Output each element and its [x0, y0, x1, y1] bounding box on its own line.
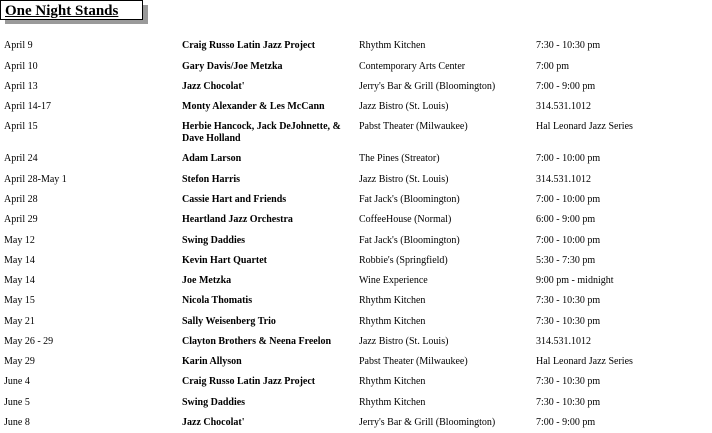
event-date: May 12 — [4, 235, 35, 246]
event-date: April 28-May 1 — [4, 174, 67, 185]
event-venue: CoffeeHouse (Normal) — [359, 214, 452, 225]
event-time: 7:30 - 10:30 pm — [536, 40, 601, 51]
event-venue: Rhythm Kitchen — [359, 295, 426, 306]
event-date: May 15 — [4, 295, 35, 306]
event-date: April 10 — [4, 61, 38, 72]
event-artist: Karin Allyson — [182, 356, 242, 367]
event-artist: Gary Davis/Joe Metzka — [182, 61, 283, 72]
event-artist: Sally Weisenberg Trio — [182, 316, 276, 327]
event-venue: Rhythm Kitchen — [359, 397, 426, 408]
event-time: 7:00 pm — [536, 61, 570, 72]
event-date: April 9 — [4, 40, 33, 51]
event-time: 7:00 - 9:00 pm — [536, 81, 596, 92]
event-venue: Jazz Bistro (St. Louis) — [359, 101, 449, 112]
event-artist: Craig Russo Latin Jazz Project — [182, 376, 316, 387]
event-venue: Pabst Theater (Milwaukee) — [359, 121, 468, 132]
event-time: 9:00 pm - midnight — [536, 275, 614, 286]
event-artist: Jazz Chocolat' — [182, 81, 245, 92]
event-artist: Joe Metzka — [182, 275, 232, 286]
event-time: Hal Leonard Jazz Series — [536, 356, 633, 367]
event-venue: Fat Jack's (Bloomington) — [359, 235, 460, 246]
event-date: April 29 — [4, 214, 38, 225]
event-time: 7:00 - 9:00 pm — [536, 417, 596, 428]
event-venue: The Pines (Streator) — [359, 153, 440, 164]
event-date: April 13 — [4, 81, 38, 92]
event-artist: Herbie Hancock, Jack DeJohnette, & Dave Holland — [182, 121, 341, 144]
event-date: May 26 - 29 — [4, 336, 54, 347]
event-artist: Heartland Jazz Orchestra — [182, 214, 293, 225]
event-venue: Jerry's Bar & Grill (Bloomington) — [359, 417, 496, 428]
event-venue: Jazz Bistro (St. Louis) — [359, 174, 449, 185]
event-artist: Swing Daddies — [182, 397, 246, 408]
event-date: May 14 — [4, 255, 35, 266]
event-date: June 5 — [4, 397, 30, 408]
event-date: May 21 — [4, 316, 35, 327]
event-time: 314.531.1012 — [536, 101, 591, 112]
event-date: April 14-17 — [4, 101, 51, 112]
event-date: April 24 — [4, 153, 38, 164]
event-venue: Pabst Theater (Milwaukee) — [359, 356, 468, 367]
event-venue: Wine Experience — [359, 275, 428, 286]
event-time: 7:00 - 10:00 pm — [536, 194, 601, 205]
event-venue: Rhythm Kitchen — [359, 376, 426, 387]
event-artist: Cassie Hart and Friends — [182, 194, 287, 205]
event-venue: Fat Jack's (Bloomington) — [359, 194, 460, 205]
event-venue: Jerry's Bar & Grill (Bloomington) — [359, 81, 496, 92]
event-time: 6:00 - 9:00 pm — [536, 214, 596, 225]
event-artist: Monty Alexander & Les McCann — [182, 101, 325, 112]
event-time: 7:30 - 10:30 pm — [536, 316, 601, 327]
event-venue: Contemporary Arts Center — [359, 61, 466, 72]
event-time: 314.531.1012 — [536, 336, 591, 347]
event-date: April 28 — [4, 194, 38, 205]
event-artist: Stefon Harris — [182, 174, 241, 185]
event-time: 7:00 - 10:00 pm — [536, 153, 601, 164]
event-time: 7:00 - 10:00 pm — [536, 235, 601, 246]
event-time: 5:30 - 7:30 pm — [536, 255, 596, 266]
event-artist: Craig Russo Latin Jazz Project — [182, 40, 316, 51]
event-time: 314.531.1012 — [536, 174, 591, 185]
event-time: 7:30 - 10:30 pm — [536, 376, 601, 387]
event-date: May 29 — [4, 356, 35, 367]
event-venue: Rhythm Kitchen — [359, 40, 426, 51]
event-artist: Kevin Hart Quartet — [182, 255, 267, 266]
event-date: April 15 — [4, 121, 38, 132]
event-date: June 8 — [4, 417, 30, 428]
event-artist: Adam Larson — [182, 153, 242, 164]
event-time: Hal Leonard Jazz Series — [536, 121, 633, 132]
event-time: 7:30 - 10:30 pm — [536, 295, 601, 306]
event-date: May 14 — [4, 275, 35, 286]
event-time: 7:30 - 10:30 pm — [536, 397, 601, 408]
event-artist: Nicola Thomatis — [182, 295, 253, 306]
event-artist: Swing Daddies — [182, 235, 246, 246]
event-artist: Clayton Brothers & Neena Freelon — [182, 336, 332, 347]
event-venue: Rhythm Kitchen — [359, 316, 426, 327]
event-date: June 4 — [4, 376, 30, 387]
event-artist: Jazz Chocolat' — [182, 417, 245, 428]
event-venue: Robbie's (Springfield) — [359, 255, 448, 266]
event-venue: Jazz Bistro (St. Louis) — [359, 336, 449, 347]
page-title: One Night Stands — [5, 3, 119, 19]
